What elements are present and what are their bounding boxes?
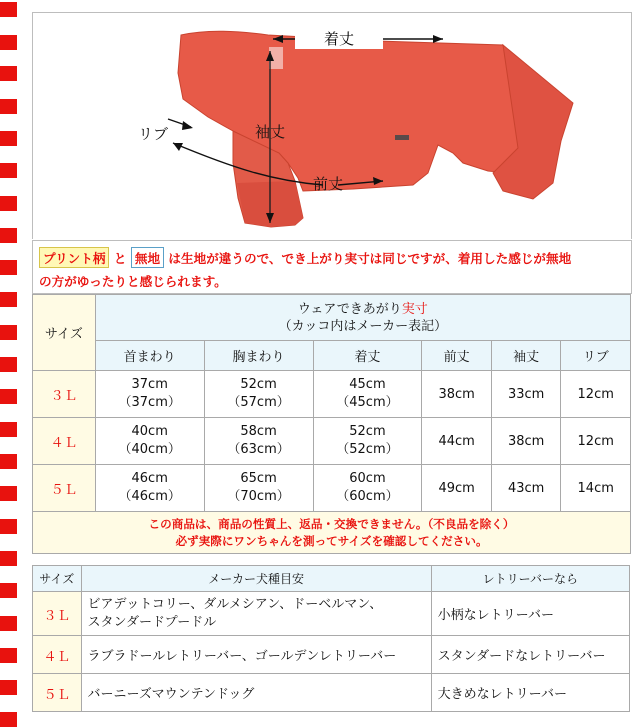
chest-cell: 65cm （70cm） [204, 465, 313, 512]
table-row [33, 636, 630, 674]
garment-shape [178, 31, 525, 191]
col-header-rib: リブ [561, 341, 631, 371]
retriever-cell: 大きめなレトリーバー [431, 674, 629, 712]
size-header: サイズ [33, 295, 96, 371]
neck-cell: 37cm （37cm） [95, 371, 204, 418]
front-cell: 44cm [422, 418, 492, 465]
col-header-neck: 首まわり [95, 341, 204, 371]
group-header-line-2: （カッコ内はメーカー表記） [278, 318, 448, 334]
breed-size-cell: ４Ｌ [33, 636, 82, 674]
size-table [32, 294, 631, 554]
chest-cell: 58cm （63cm） [204, 418, 313, 465]
notice-conjunction: と [113, 251, 127, 266]
breed-col-maker: メーカー犬種目安 [81, 566, 431, 592]
rib-label: リブ [138, 125, 169, 143]
size-cell: ３Ｌ [33, 371, 96, 418]
breed-list-cell: ビアデットコリー、ダルメシアン、ドーベルマン、 スタンダードプードル [81, 592, 431, 636]
neck-cell: 46cm （46cm） [95, 465, 204, 512]
group-header-prefix: ウェアできあがり [297, 301, 402, 317]
col-header-chest: 胸まわり [204, 341, 313, 371]
length-cell: 45cm （45cm） [313, 371, 422, 418]
dog-wear-illustration [33, 13, 631, 239]
table-row [33, 465, 631, 512]
size-cell: ４Ｌ [33, 418, 96, 465]
front-cell: 38cm [422, 371, 492, 418]
sleeve-cell: 38cm [491, 418, 561, 465]
retriever-cell: スタンダードなレトリーバー [431, 636, 629, 674]
fabric-notice [32, 240, 632, 294]
return-policy-line-1: この商品は、商品の性質上、返品・交換できません。（不良品を除く） [148, 516, 515, 531]
table-row [33, 674, 630, 712]
front-cell: 49cm [422, 465, 492, 512]
col-header-sleeve: 袖丈 [491, 341, 561, 371]
group-header-emph: 実寸 [401, 301, 428, 317]
rib-cell: 12cm [561, 371, 631, 418]
table-row [33, 418, 631, 465]
breed-size-cell: ３Ｌ [33, 592, 82, 636]
sleeve-cell: 33cm [491, 371, 561, 418]
breed-guide-table [32, 565, 630, 712]
rib-cell: 14cm [561, 465, 631, 512]
notice-line-1 [39, 247, 571, 268]
size-cell: ５Ｌ [33, 465, 96, 512]
neck-cell: 40cm （40cm） [95, 418, 204, 465]
sleeve-label: 袖丈 [254, 123, 286, 141]
notice-line-1-text: は生地が違うので、でき上がり実寸は同じですが、着用した感じが無地 [168, 251, 572, 266]
decorative-red-stripe [0, 0, 18, 727]
length-cell: 60cm （60cm） [313, 465, 422, 512]
table-row [33, 371, 631, 418]
front-label: 前丈 [313, 175, 344, 193]
length-label: 着丈 [323, 30, 355, 48]
col-header-front: 前丈 [422, 341, 492, 371]
col-header-length: 着丈 [313, 341, 422, 371]
table-row [33, 592, 630, 636]
breed-col-size: サイズ [33, 566, 82, 592]
group-header [95, 295, 630, 341]
return-policy-line-2: 必ず実際にワンちゃんを測ってサイズを確認してください。 [175, 533, 488, 548]
length-cell: 52cm （52cm） [313, 418, 422, 465]
rib-cell: 12cm [561, 418, 631, 465]
sleeve-cell: 43cm [491, 465, 561, 512]
breed-list-cell: ラブラドールレトリーバー、ゴールデンレトリーバー [81, 636, 431, 674]
return-policy-note [33, 512, 631, 554]
retriever-cell: 小柄なレトリーバー [431, 592, 629, 636]
product-photo-panel [32, 12, 632, 239]
brand-label [395, 135, 409, 140]
breed-list-cell: バーニーズマウンテンドッグ [81, 674, 431, 712]
breed-size-cell: ５Ｌ [33, 674, 82, 712]
print-tag: プリント柄 [39, 247, 109, 268]
chest-cell: 52cm （57cm） [204, 371, 313, 418]
plain-tag: 無地 [131, 247, 164, 268]
breed-col-retriever: レトリーバーなら [431, 566, 629, 592]
notice-line-2: の方がゆったりと感じられます。 [39, 274, 227, 289]
